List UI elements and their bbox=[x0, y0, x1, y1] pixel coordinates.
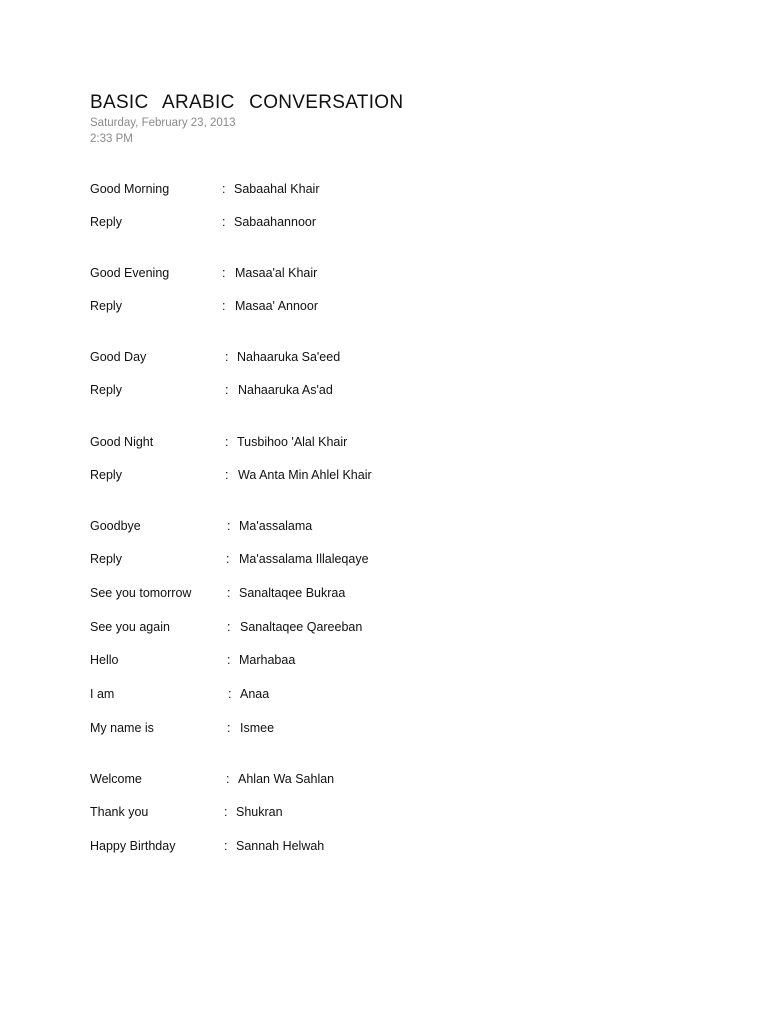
separator: : bbox=[225, 383, 229, 397]
english-phrase: See you again bbox=[90, 620, 170, 634]
arabic-phrase: Ahlan Wa Sahlan bbox=[238, 772, 335, 786]
arabic-phrase: Nahaaruka As'ad bbox=[238, 383, 333, 397]
english-phrase: Thank you bbox=[90, 805, 149, 819]
english-phrase: Good Night bbox=[90, 435, 154, 449]
arabic-phrase: Anaa bbox=[240, 687, 270, 701]
english-phrase: Hello bbox=[90, 653, 119, 667]
arabic-phrase: Marhabaa bbox=[239, 653, 296, 667]
separator: : bbox=[225, 468, 229, 482]
english-phrase: Good Morning bbox=[90, 182, 170, 196]
separator: : bbox=[226, 772, 230, 786]
arabic-phrase: Masaa'al Khair bbox=[235, 266, 318, 280]
english-phrase: Good Day bbox=[90, 350, 147, 364]
english-phrase: Happy Birthday bbox=[90, 839, 176, 853]
page-title: BASIC ARABIC CONVERSATION bbox=[90, 92, 404, 113]
separator: : bbox=[225, 435, 229, 449]
english-phrase: Goodbye bbox=[90, 519, 141, 533]
english-phrase: See you tomorrow bbox=[90, 586, 192, 600]
english-phrase: Reply bbox=[90, 299, 122, 313]
separator: : bbox=[222, 215, 226, 229]
page-date: Saturday, February 23, 2013 bbox=[90, 117, 236, 129]
separator: : bbox=[227, 620, 231, 634]
english-phrase: My name is bbox=[90, 721, 154, 735]
arabic-phrase: Sabaahal Khair bbox=[234, 182, 320, 196]
arabic-phrase: Sannah Helwah bbox=[236, 839, 325, 853]
arabic-phrase: Masaa' Annoor bbox=[235, 299, 318, 313]
english-phrase: Welcome bbox=[90, 772, 142, 786]
english-phrase: Reply bbox=[90, 468, 122, 482]
arabic-phrase: Nahaaruka Sa'eed bbox=[237, 350, 341, 364]
separator: : bbox=[222, 182, 226, 196]
arabic-phrase: Ismee bbox=[240, 721, 275, 735]
separator: : bbox=[222, 299, 226, 313]
arabic-phrase: Wa Anta Min Ahlel Khair bbox=[238, 468, 372, 482]
arabic-phrase: Ma'assalama bbox=[239, 519, 313, 533]
separator: : bbox=[225, 350, 229, 364]
separator: : bbox=[227, 653, 231, 667]
separator: : bbox=[222, 266, 226, 280]
arabic-phrase: Shukran bbox=[236, 805, 283, 819]
arabic-phrase: Ma'assalama Illaleqaye bbox=[239, 552, 369, 566]
english-phrase: Reply bbox=[90, 215, 122, 229]
separator: : bbox=[226, 552, 230, 566]
separator: : bbox=[224, 839, 228, 853]
arabic-phrase: Sanaltaqee Qareeban bbox=[240, 620, 363, 634]
english-phrase: Reply bbox=[90, 552, 122, 566]
arabic-phrase: Tusbihoo 'Alal Khair bbox=[237, 435, 348, 449]
english-phrase: I am bbox=[90, 687, 115, 701]
separator: : bbox=[227, 721, 231, 735]
english-phrase: Reply bbox=[90, 383, 122, 397]
english-phrase: Good Evening bbox=[90, 266, 170, 280]
separator: : bbox=[227, 519, 231, 533]
arabic-phrase: Sanaltaqee Bukraa bbox=[239, 586, 346, 600]
separator: : bbox=[227, 586, 231, 600]
arabic-phrase: Sabaahannoor bbox=[234, 215, 317, 229]
separator: : bbox=[228, 687, 232, 701]
separator: : bbox=[224, 805, 228, 819]
page-time: 2:33 PM bbox=[90, 133, 133, 145]
